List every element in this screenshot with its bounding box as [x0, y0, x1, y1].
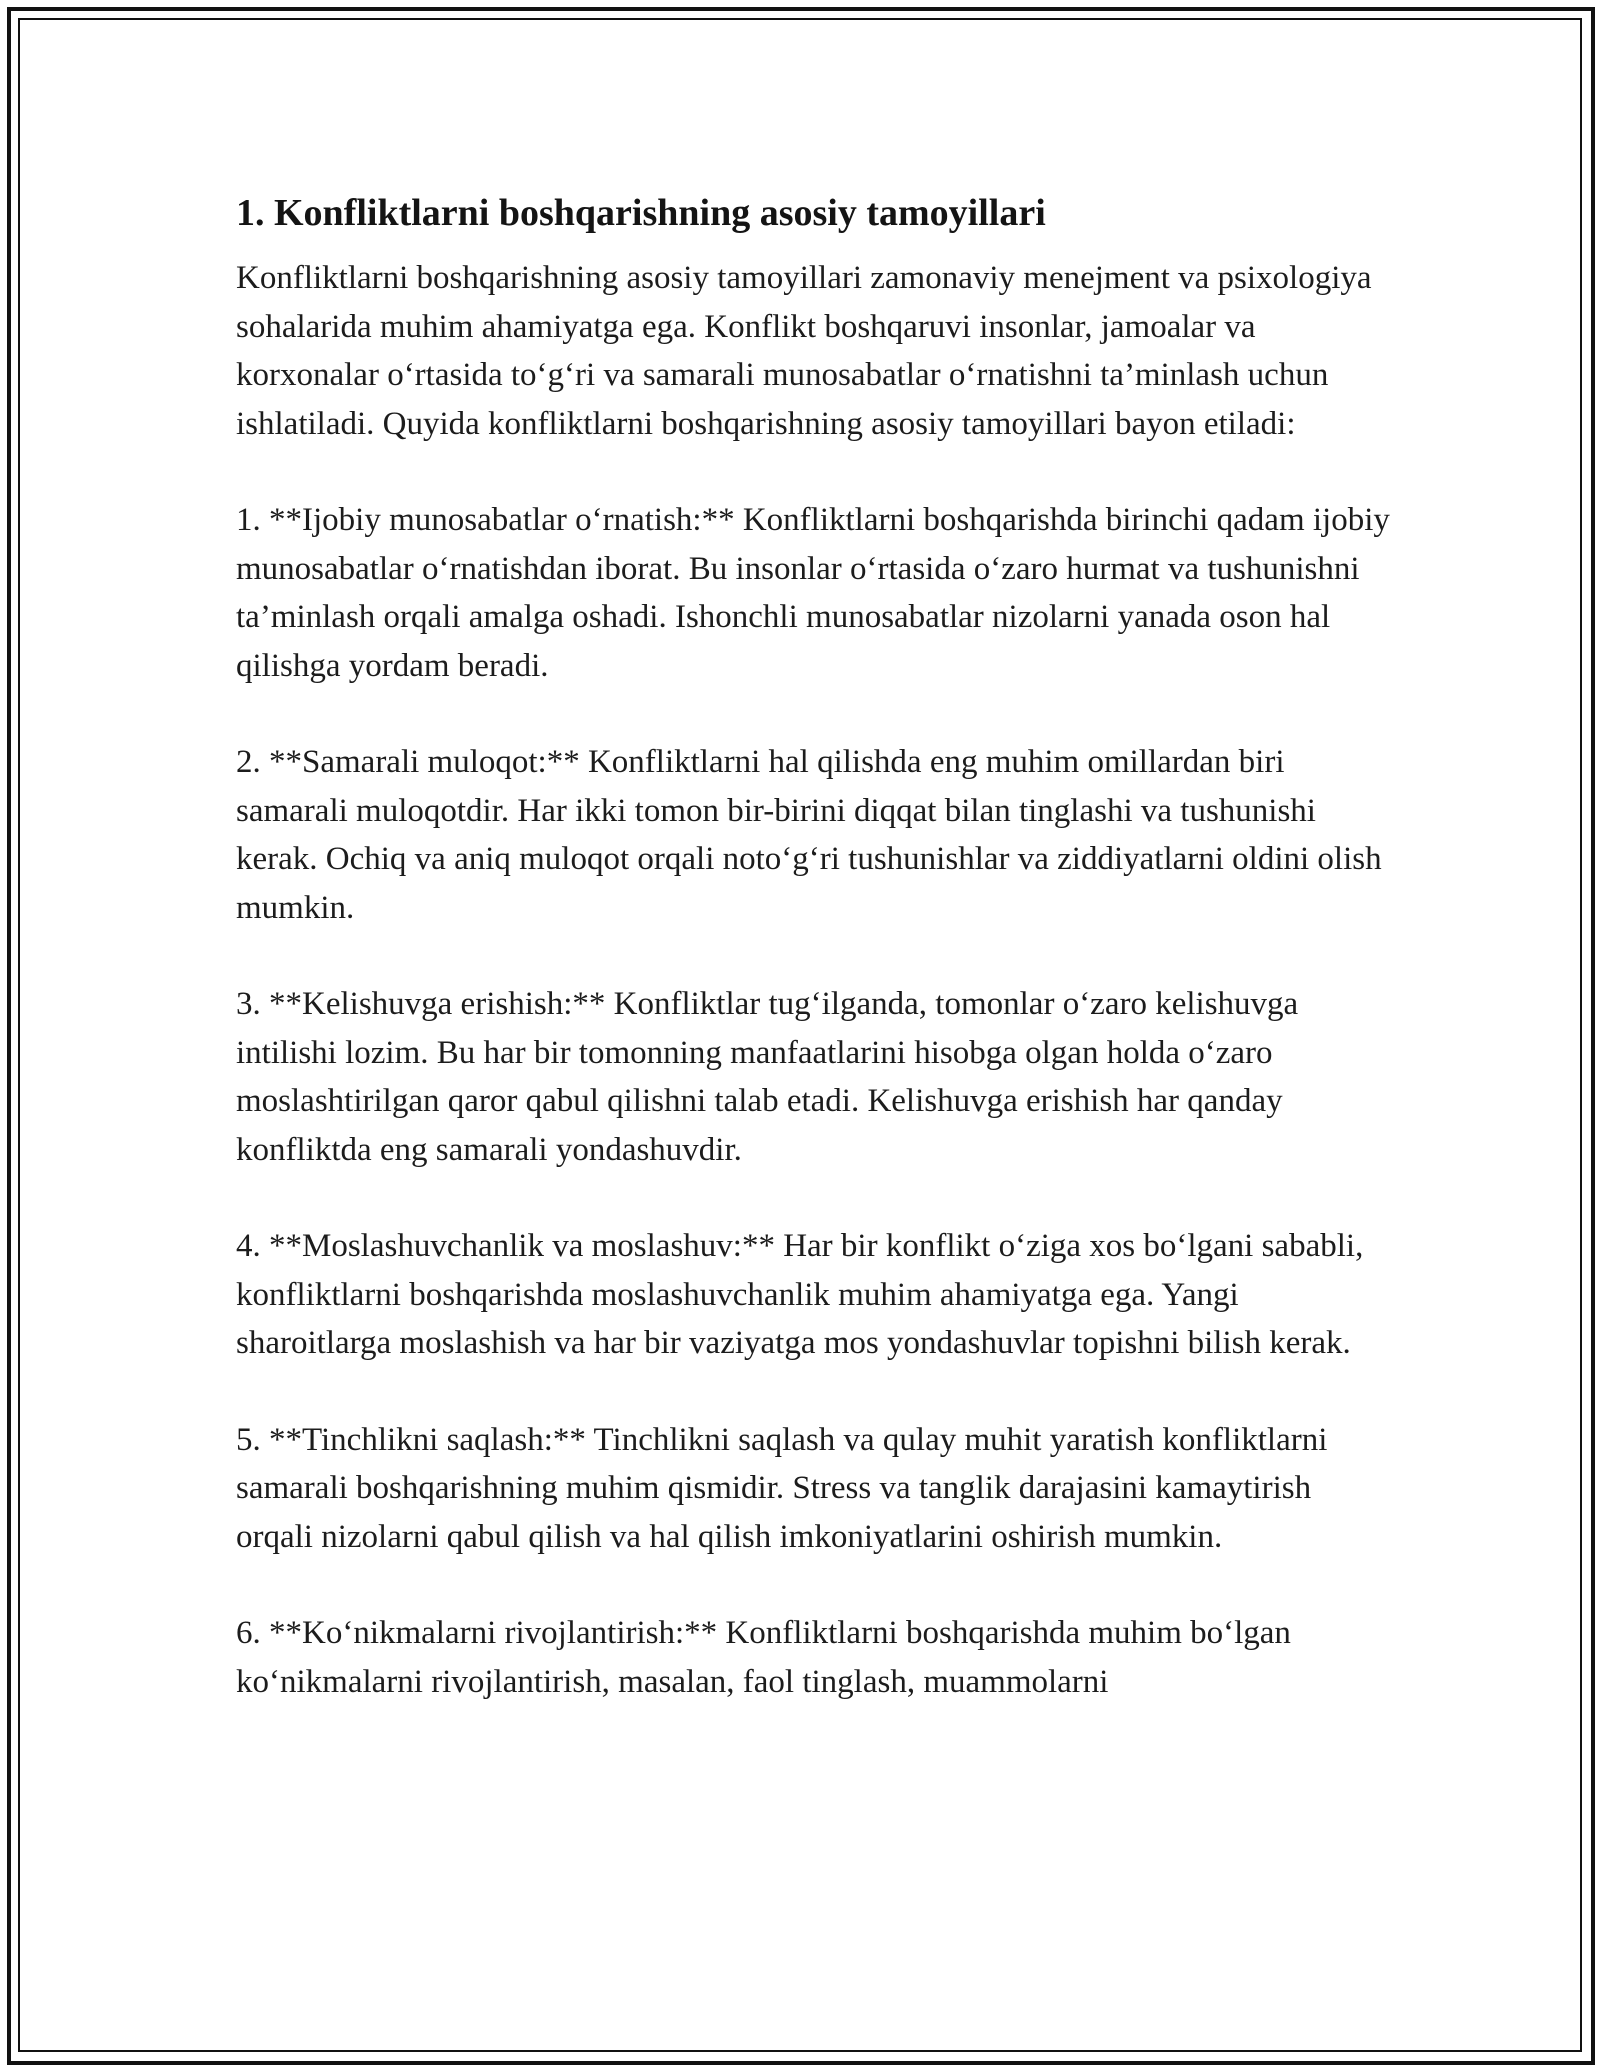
- list-item: 4. **Moslashuvchanlik va moslashuv:** Har bir konflikt o‘ziga xos bo‘lgani sababli, konfliktlarni boshqarishda moslashuvchanlik muhim ahamiyatga ega. Yangi sharoitlarga moslashish va har bir vaziyatga mos yondashuvlar topishni bilish kerak.: [236, 1228, 1364, 1361]
- list-item: 2. **Samarali muloqot:** Konfliktlarni hal qilishda eng muhim omillardan biri samarali muloqotdir. Har ikki tomon bir-birini diqqat bilan tinglashi va tushunishi kerak. Ochiq va aniq muloqot orqali noto‘g‘ri tushunishlar va ziddiyatlarni oldini olish mumkin.: [236, 744, 1382, 926]
- intro-paragraph: Konfliktlarni boshqarishning asosiy tamoyillari zamonaviy menejment va psixologiya sohalarida muhim ahamiyatga ega. Konflikt boshqaruvi insonlar, jamoalar va korxonalar o‘rtasida to‘g‘ri va samarali munosabatlar o‘rnatishni ta’minlash uchun ishlatiladi. Quyida konfliktlarni boshqarishning asosiy tamoyillari bayon etiladi:: [236, 260, 1372, 442]
- section-heading: 1. Konfliktlarni boshqarishning asosiy tamoyillari: [236, 192, 1046, 234]
- list-item: 5. **Tinchlikni saqlash:** Tinchlikni saqlash va qulay muhit yaratish konfliktlarni samarali boshqarishning muhim qismidir. Stress va tanglik darajasini kamaytirish orqali nizolarni qabul qilish va hal qilish imkoniyatlarini oshirish mumkin.: [236, 1421, 1328, 1555]
- list-item: 6. **Ko‘nikmalarni rivojlantirish:** Konfliktlarni boshqarishda muhim bo‘lgan ko‘nikmalarni rivojlantirish, masalan, faol tinglash, muammolarni: [236, 1615, 1291, 1700]
- list-item: 1. **Ijobiy munosabatlar o‘rnatish:** Konfliktlarni boshqarishda birinchi qadam ijobiy munosabatlar o‘rnatishdan iborat. Bu insonlar o‘rtasida o‘zaro hurmat va tushunishni ta’minlash orqali amalga oshadi. Ishonchli munosabatlar nizolarni yanada oson hal qilishga yordam beradi.: [236, 502, 1390, 684]
- list-item: 3. **Kelishuvga erishish:** Konfliktlar tug‘ilganda, tomonlar o‘zaro kelishuvga intilishi lozim. Bu har bir tomonning manfaatlarini hisobga olgan holda o‘zaro moslashtirilgan qaror qabul qilishni talab etadi. Kelishuvga erishish har qanday konfliktda eng samarali yondashuvdir.: [236, 986, 1299, 1168]
- document-body: [236, 186, 1396, 1754]
